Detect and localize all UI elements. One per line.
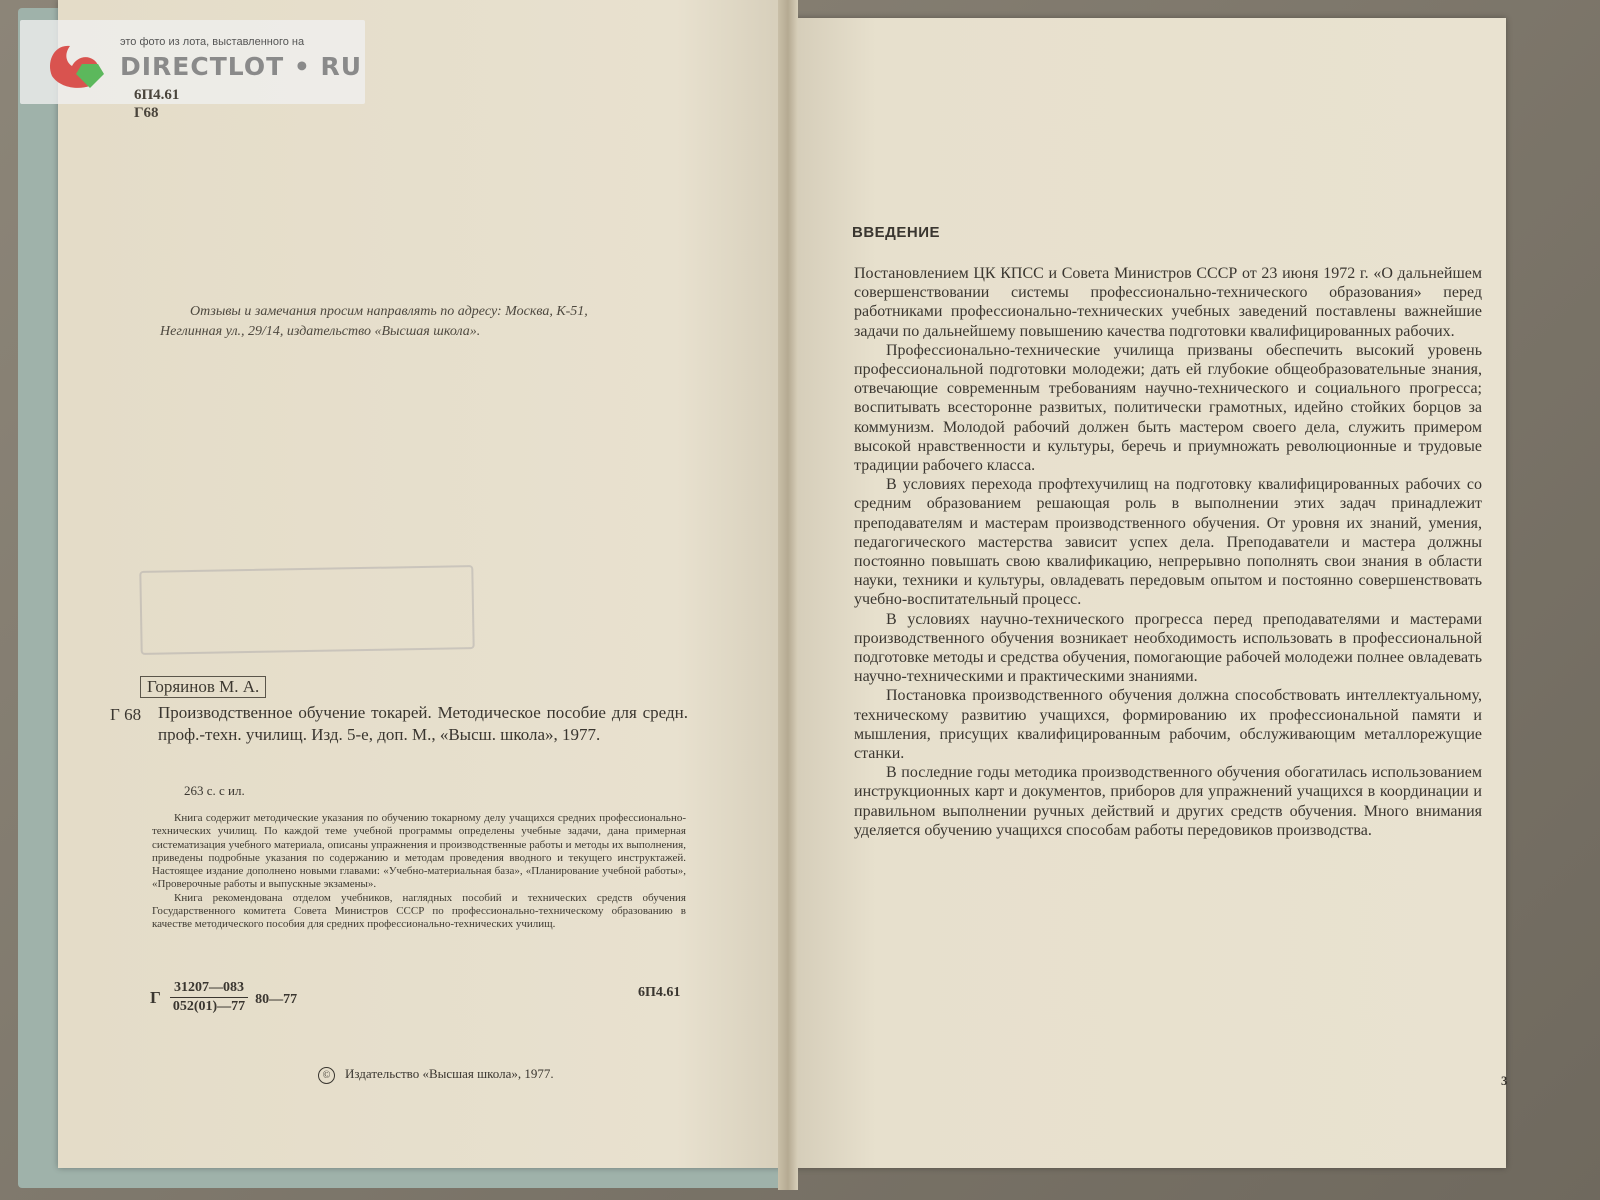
copyright-icon: © [318,1067,335,1084]
body-paragraph: Постановка производственного обучения должна способствовать интеллектуальному, техническому развитию учащихся, формированию их профессиональной памяти и мышления, присущих квалифицированным рабочим, обслуживающим металлорежущие станки. [854,687,1482,763]
introduction-body [854,264,1482,840]
feedback-line: Отзывы и замечания просим направлять по адресу: Москва, К-51, [190,304,588,319]
faded-library-stamp [139,565,474,655]
catalog-index: Г 68 [110,705,142,724]
body-paragraph: В последние годы методика производственного обучения обогатилась использованием инструкционных карт и документов, приборов для упражнений учащихся в координации и правильном выполнении ручных действий и других средств обучения. Много внимания уделяется обучению учащихся способам работы передовиков производства. [854,764,1482,839]
body-paragraph: Профессионально-технические училища призваны обеспечить высокий уровень профессиональной подготовки молодежи; дать ей глубокие общеобразовательные знания, отвечающие современным требованиям научно-технического и социального прогресса; воспитывать всесторонне развитых, политически грамотных, идейно стойких борцов за коммунизм. Молодой рабочий должен быть мастером своего дела, служить примером высокой нравственности и культуры, беречь и приумножать революционные и трудовые традиции рабочего класса. [854,341,1482,475]
chapter-heading: ВВЕДЕНИЕ [852,224,940,241]
body-paragraph: Постановлением ЦК КПСС и Совета Министров СССР от 23 июня 1972 г. «О дальнейшем совершенствовании системы профессионально-технического образования» перед работниками профессионально-технических учебных заведений поставлены важнейшие задачи по дальнейшему повышению качества подготовки квалифицированных рабочих. [854,265,1482,340]
book-spine [778,0,798,1190]
watermark-brand: DIRECTLOT • RU [120,52,363,81]
body-paragraph: В условиях научно-технического прогресса перед преподавателями и мастерами производственного обучения возникает необходимость использовать в профессиональной подготовке методы и средства обучения, помогающие рабочей молодежи полнее овладевать научно-техническими и практическими знаниями. [854,610,1482,686]
classification-code-line: 6П4.61 [134,87,180,103]
page-number: 3 [1501,1073,1508,1088]
squirrel-logo-icon [42,36,112,92]
feedback-line: Неглинная ул., 29/14, издательство «Высшая школа». [160,324,481,339]
classification-code-line: Г68 [134,105,159,121]
annotation-block [152,812,686,932]
classification-code-bottom: 6П4.61 [638,985,681,1000]
feedback-address [160,302,690,342]
annotation-paragraph: Книга содержит методические указания по обучению токарному делу учащихся средних профессионально-технических училищ. По каждой теме учебной программы определены учебные задачи, дана примерная систематизация учебного материала, описаны упражнения и производственные работы и методы их выполнения, приведены подробные указания по содержанию и методам проведения вводного и текущего инструктажей. Настоящее издание дополнено новыми главами: «Учебно-материальная база», «Планирование учебной работы», «Проверочные работы и выпускные экзамены». [152,812,686,891]
classification-code-top [134,86,179,122]
fraction-denominator: 052(01)—77 [172,999,246,1014]
author-name: Горяинов М. А. [140,676,266,698]
fraction-numerator: 31207—083 [170,980,248,998]
watermark-caption: это фото из лота, выставленного на [120,36,305,48]
body-paragraph: В условиях перехода профтехучилищ на подготовку квалифицированных рабочих со средним образованием решающая роль в выполнении этих задач принадлежит преподавателям и мастерам производственного обучения. От уровня их знаний, умения, педагогического мастерства зависит успех дела. Преподаватели и мастера должны постоянно повышать свою квалификацию, непрерывно пополнять свои знания в области науки, техники и культуры, овладевать передовым опытом и постоянно совершенствовать учебно-воспитательный процесс. [854,476,1482,609]
bibliographic-title: Производственное обучение токарей. Методическое пособие для средн. проф.-техн. училищ. Изд. 5-е, доп. М., «Высш. школа», 1977. [158,703,688,744]
publication-fraction-code [150,980,297,1015]
copyright-line [318,1066,554,1084]
page-count: 263 с. с ил. [184,783,245,798]
fraction-suffix: 80—77 [255,991,298,1007]
fraction-prefix: Г [150,987,161,1007]
copyright-text: Издательство «Высшая школа», 1977. [345,1066,554,1081]
author-line [140,676,266,698]
annotation-paragraph: Книга рекомендована отделом учебников, наглядных пособий и технических средств обучения Государственного комитета Совета Министров СССР по профессионально-техническому образованию в качестве методического пособия для средних профессионально-технических училищ. [152,891,686,931]
watermark-banner [20,20,365,104]
